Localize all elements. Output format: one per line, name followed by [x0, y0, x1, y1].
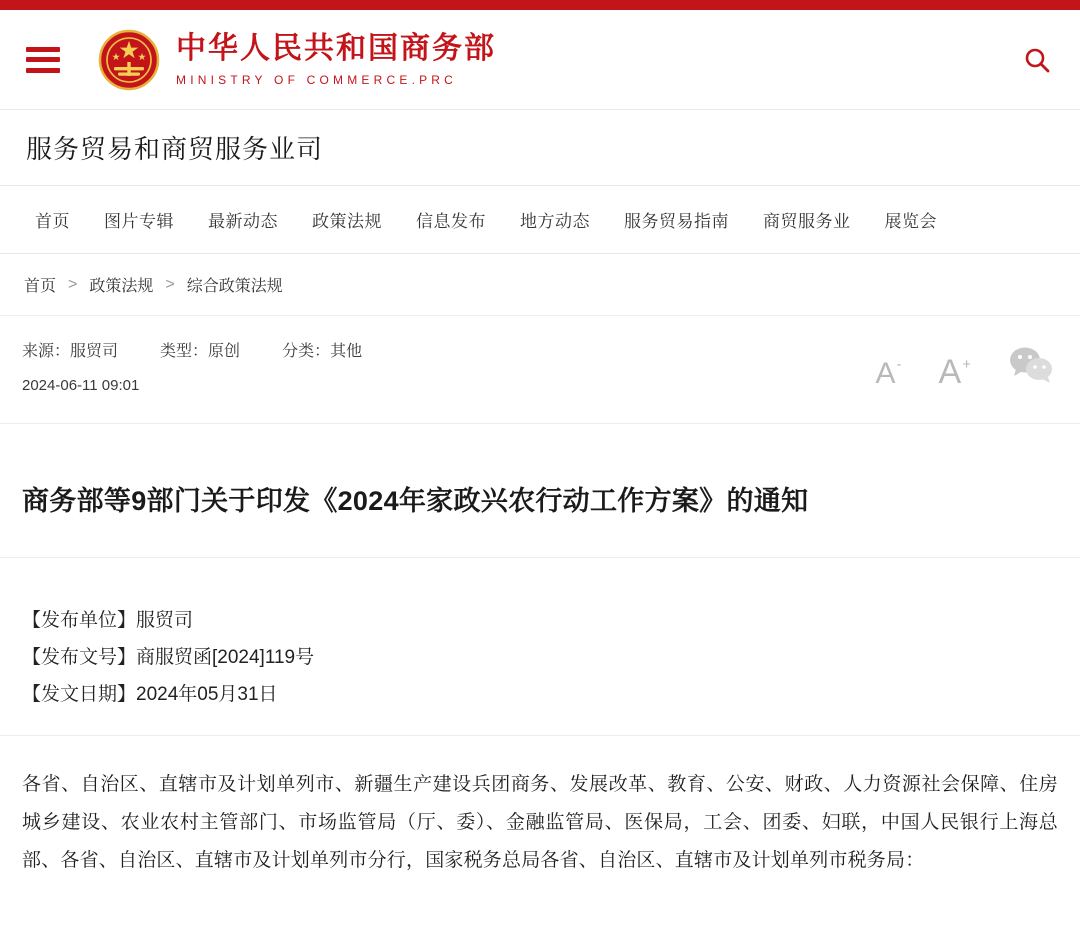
meta-category-value: 其他 [330, 343, 363, 360]
breadcrumb-separator: > [68, 275, 78, 293]
nav-item-policies[interactable]: 政策法规 [312, 212, 382, 231]
department-bar [0, 110, 1080, 186]
breadcrumb-item-comprehensive-policies[interactable]: 综合政策法规 [186, 278, 283, 295]
meta-type-label: 类型： [160, 343, 209, 360]
page-title: 商务部等9部门关于印发《2024年家政兴农行动工作方案》的通知 [0, 442, 1080, 558]
nav-item-photo-album[interactable]: 图片专辑 [104, 212, 174, 231]
increase-font-letter: A [938, 353, 962, 391]
increase-font-sign: + [962, 356, 971, 373]
search-icon[interactable] [1020, 43, 1054, 77]
meta-category-label: 分类： [282, 343, 331, 360]
doc-info-date: 【发文日期】2024年05月31日 [22, 684, 278, 706]
doc-info-issuer: 【发布单位】服贸司 [22, 610, 194, 632]
decrease-font-sign: - [896, 356, 902, 373]
increase-font-button[interactable] [939, 355, 970, 389]
meta-type [160, 338, 240, 361]
hamburger-icon[interactable] [26, 47, 60, 73]
nav-item-trade-guide[interactable]: 服务贸易指南 [624, 212, 729, 231]
main-nav [0, 186, 1080, 254]
meta-source-value: 服贸司 [70, 343, 119, 360]
document-info [0, 576, 1080, 736]
site-title-cn: 中华人民共和国商务部 [176, 32, 496, 66]
site-title-block [176, 32, 496, 87]
meta-source [22, 338, 118, 361]
decrease-font-letter: A [875, 357, 896, 390]
wechat-share-icon[interactable] [1008, 344, 1054, 389]
nav-item-latest-news[interactable]: 最新动态 [208, 212, 278, 231]
article-tools [876, 344, 1054, 389]
decrease-font-button[interactable] [875, 356, 902, 390]
breadcrumb-separator: > [165, 275, 175, 293]
article-meta [0, 316, 1080, 424]
meta-source-label: 来源： [22, 343, 71, 360]
nav-item-commercial-services[interactable]: 商贸服务业 [763, 212, 851, 231]
site-header [0, 10, 1080, 110]
breadcrumb [0, 254, 1080, 316]
national-emblem-icon [98, 29, 160, 91]
meta-category [282, 338, 362, 361]
breadcrumb-item-policies[interactable]: 政策法规 [89, 278, 154, 295]
department-name: 服务贸易和商贸服务业司 [26, 134, 324, 164]
nav-item-information[interactable]: 信息发布 [416, 212, 486, 231]
nav-item-home[interactable]: 首页 [35, 212, 70, 231]
meta-type-value: 原创 [208, 343, 241, 360]
nav-item-local-news[interactable]: 地方动态 [520, 212, 590, 231]
nav-item-exhibitions[interactable]: 展览会 [884, 212, 937, 231]
breadcrumb-item-home[interactable]: 首页 [24, 278, 57, 295]
meta-datetime: 2024-06-11 09:01 [22, 377, 140, 394]
article-body: 各省、自治区、直辖市及计划单列市、新疆生产建设兵团商务、发展改革、教育、公安、财政、人力资源社会保障、住房城乡建设、农业农村主管部门、市场监管局（厅、委）、金融监管局、医保局，工会、团委、妇联，中国人民银行上海总部、各省、自治区、直辖市及计划单列市分行，国家税务总局各省、自治区、直辖市及计划单列市税务局： [22, 774, 1058, 872]
site-title-en: MINISTRY OF COMMERCE.PRC [176, 72, 458, 87]
doc-info-number: 【发布文号】商服贸函[2024]119号 [22, 647, 315, 669]
top-red-bar [0, 0, 1080, 10]
